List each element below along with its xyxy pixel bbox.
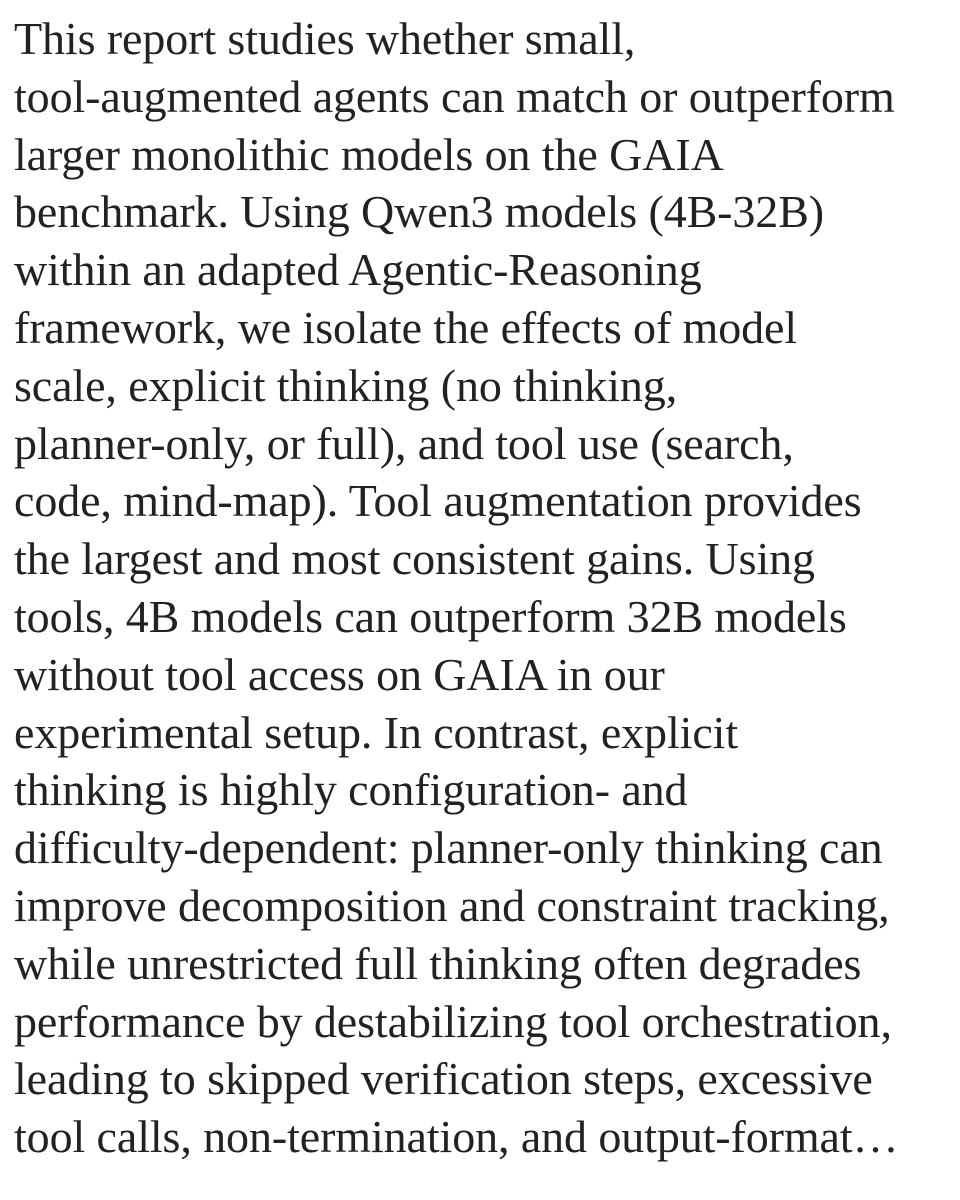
text-line: tools, 4B models can outperform 32B models [14,590,847,642]
text-line: tool-augmented agents can match or outperform [14,70,895,122]
text-line: experimental setup. In contrast, explicit [14,706,738,758]
text-line: improve decomposition and constraint tracking, [14,879,890,931]
text-line: while unrestricted full thinking often degrades [14,937,862,989]
text-line: the largest and most consistent gains. Using [14,533,815,585]
text-line: code, mind-map). Tool augmentation provides [14,475,862,527]
text-line: planner-only, or full), and tool use (search, [14,417,794,469]
abstract-text [14,10,954,1166]
text-line: performance by destabilizing tool orchestration, [14,995,892,1047]
text-line: tool calls, non-termination, and output-format… [14,1111,899,1163]
text-line: difficulty-dependent: planner-only thinking can [14,822,883,874]
text-line: without tool access on GAIA in our [14,648,665,700]
text-line: leading to skipped verification steps, excessive [14,1053,873,1105]
text-line: framework, we isolate the effects of model [14,301,798,353]
text-line: benchmark. Using Qwen3 models (4B-32B) [14,186,825,238]
text-line: scale, explicit thinking (no thinking, [14,359,678,411]
text-line: within an adapted Agentic-Reasoning [14,244,702,296]
text-line: This report studies whether small, [14,13,636,64]
text-line: thinking is highly configuration- and [14,764,688,816]
text-line: larger monolithic models on the GAIA [14,128,724,180]
